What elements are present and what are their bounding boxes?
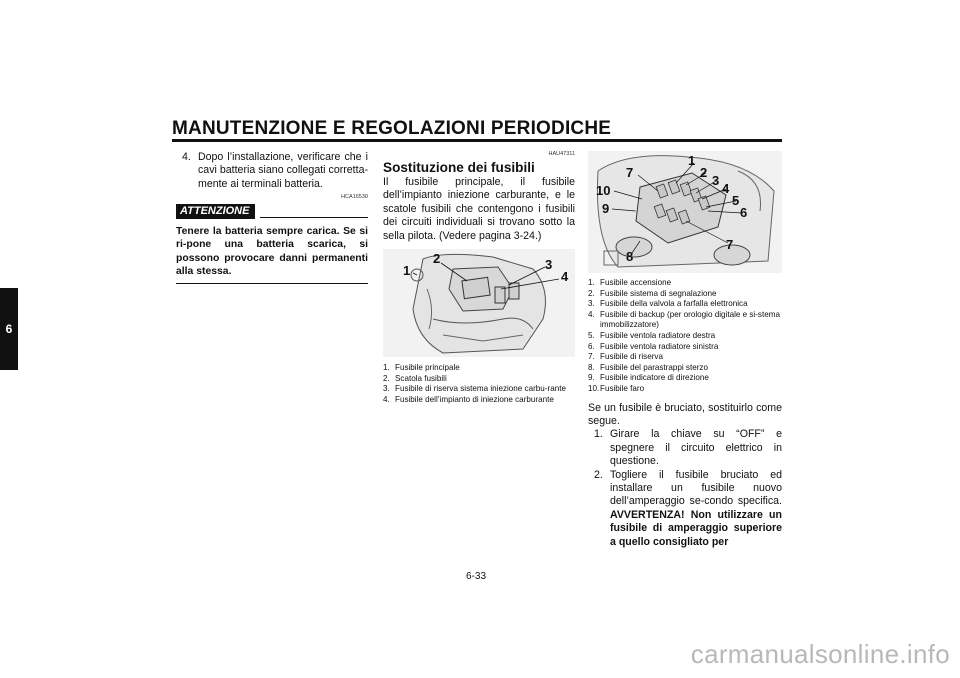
figure-callout: 5 xyxy=(732,193,740,208)
legend-item xyxy=(588,342,782,353)
reference-code: HCA16530 xyxy=(341,194,368,201)
legend-item xyxy=(383,395,575,406)
legend-item xyxy=(588,373,782,384)
legend-text: Fusibile accensione xyxy=(600,278,672,287)
step-2 xyxy=(588,469,782,549)
header-rule xyxy=(172,139,782,142)
legend-text: Fusibile indicatore di direzione xyxy=(600,373,709,383)
legend-number: 8. xyxy=(588,362,595,372)
figure-callout: 3 xyxy=(545,257,553,273)
figure-callout: 7 xyxy=(726,237,734,252)
chapter-tab xyxy=(0,288,18,370)
step-2-warning: AVVERTENZA! Non utilizzare un fusibile di amperaggio superiore a quello consigliato per xyxy=(610,508,782,548)
step-2-number: 2. xyxy=(594,468,603,481)
reference-code: HAU47311 xyxy=(548,151,575,157)
step-4-number: 4. xyxy=(182,151,191,163)
attention-text: Tenere la batteria sempre carica. Se si ri-pone una batteria scarica, si possono provocare danni permanenti alla stessa. xyxy=(176,226,368,277)
legend-number: 3. xyxy=(383,384,390,394)
legend-text: Fusibile ventola radiatore destra xyxy=(600,330,716,340)
figure-callout: 4 xyxy=(722,181,730,196)
step-4 xyxy=(176,151,368,191)
legend-text: Fusibile di riserva xyxy=(600,352,663,362)
legend-item xyxy=(588,363,782,374)
section-title: Sostituzione dei fusibili xyxy=(383,160,535,175)
legend-number: 2. xyxy=(588,288,595,298)
chapter-tab-label: 6 xyxy=(5,322,13,336)
step-1-text: Girare la chiave su “OFF” e spegnere il circuito elettrico in questione. xyxy=(610,428,782,468)
legend-number: 2. xyxy=(383,373,390,383)
legend-text: Fusibile faro xyxy=(600,383,645,393)
legend-text: Fusibile di riserva sistema iniezione carbu-rante xyxy=(395,384,566,394)
intro-paragraph: Il fusibile principale, il fusibile dell’impianto iniezione carburante, e le scatole fusibili che contengono i fusibili dei circuiti individuali si trovano sotto la sella pilota. (Vedere pagina 3-24.) xyxy=(383,176,575,242)
figure-callout: 2 xyxy=(700,165,708,180)
legend-item xyxy=(588,352,782,363)
legend-text: Fusibile dell’impianto di iniezione carburante xyxy=(395,394,554,404)
figure-callout: 3 xyxy=(712,173,720,188)
legend-item xyxy=(588,310,782,331)
fuse-location-figure xyxy=(383,249,575,357)
figure-callout: 9 xyxy=(602,201,610,216)
attention-header xyxy=(176,204,368,219)
legend-text: Fusibile di backup (per orologio digitale e si-stema immobilizzatore) xyxy=(600,309,780,330)
legend-text: Fusibile sistema di segnalazione xyxy=(600,288,717,298)
figure-legend xyxy=(383,363,575,405)
column-left xyxy=(176,151,368,284)
figure-legend xyxy=(588,278,782,395)
figure-callout: 2 xyxy=(433,251,441,267)
legend-number: 3. xyxy=(588,299,595,309)
legend-item xyxy=(588,331,782,342)
legend-item xyxy=(588,289,782,300)
figure-callout: 1 xyxy=(688,153,696,168)
attention-rule xyxy=(260,217,368,218)
legend-item xyxy=(588,299,782,310)
legend-item xyxy=(383,374,575,385)
legend-number: 9. xyxy=(588,373,595,383)
legend-number: 10. xyxy=(588,383,600,393)
step-2-text: Togliere il fusibile bruciato ed installare un fusibile nuovo dell’amperaggio se-condo specifica. xyxy=(610,468,782,508)
attention-label: ATTENZIONE xyxy=(176,204,255,219)
watermark-text: carmanualsonline.info xyxy=(690,639,950,669)
figure-callout: 1 xyxy=(403,263,411,279)
legend-item xyxy=(383,363,575,374)
fuse-box-figure xyxy=(588,151,782,273)
column-right xyxy=(588,151,782,549)
legend-text: Fusibile ventola radiatore sinistra xyxy=(600,341,719,351)
legend-text: Scatola fusibili xyxy=(395,373,447,383)
attention-bottom-rule xyxy=(176,283,368,284)
figure-callout: 8 xyxy=(626,249,634,264)
step-1-number: 1. xyxy=(594,428,603,441)
figure-callout: 6 xyxy=(740,205,748,220)
legend-number: 4. xyxy=(383,394,390,404)
legend-number: 6. xyxy=(588,341,595,351)
step-1 xyxy=(588,428,782,468)
legend-item xyxy=(588,278,782,289)
figure-callout: 7 xyxy=(626,165,634,180)
legend-item xyxy=(588,384,782,395)
procedure-intro: Se un fusibile è bruciato, sostituirlo come segue. xyxy=(588,401,782,427)
legend-number: 1. xyxy=(383,363,390,373)
legend-text: Fusibile della valvola a farfalla elettronica xyxy=(600,299,748,309)
step-2-body xyxy=(610,469,782,549)
figure-callout: 10 xyxy=(596,183,611,198)
legend-number: 7. xyxy=(588,352,595,362)
figure-callout: 4 xyxy=(561,269,569,285)
legend-number: 1. xyxy=(588,278,595,287)
page-title: MANUTENZIONE E REGOLAZIONI PERIODICHE xyxy=(172,118,612,139)
legend-number: 4. xyxy=(588,309,595,319)
column-middle xyxy=(383,151,575,405)
page-number: 6-33 xyxy=(466,571,487,582)
legend-item xyxy=(383,384,575,395)
step-4-text: Dopo l’installazione, verificare che i cavi batteria siano collegati corretta-mente ai terminali batteria. xyxy=(198,151,368,190)
legend-text: Fusibile del parastrappi sterzo xyxy=(600,362,708,372)
legend-number: 5. xyxy=(588,330,595,340)
legend-text: Fusibile principale xyxy=(395,363,460,373)
